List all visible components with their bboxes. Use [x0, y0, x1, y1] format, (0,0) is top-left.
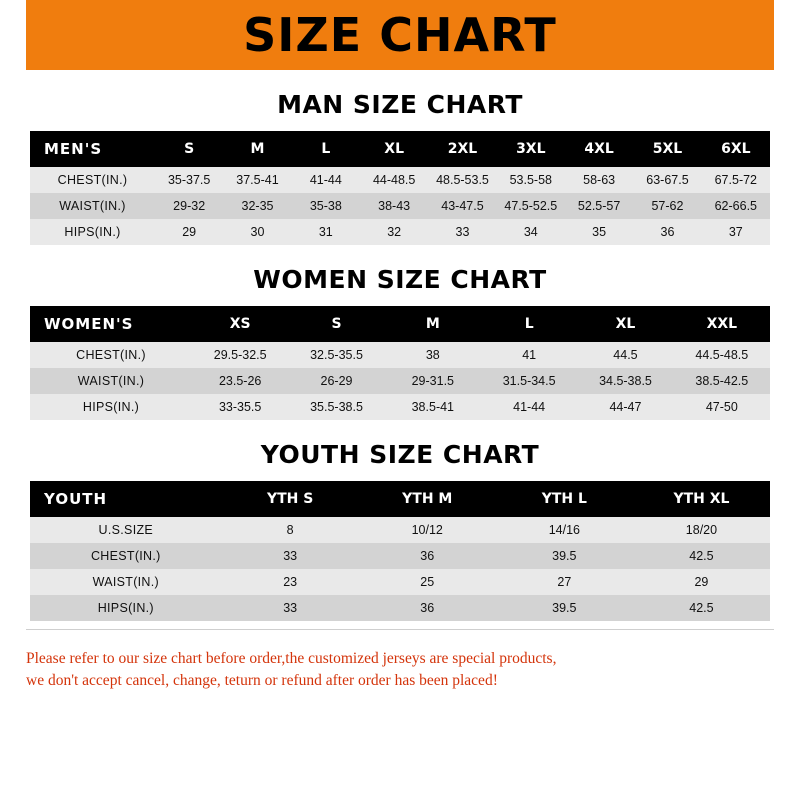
cell: 48.5-53.5	[428, 167, 496, 193]
col-header-xl: XL	[577, 306, 673, 342]
col-header-yth-m: YTH M	[359, 481, 496, 517]
cell: 33	[428, 219, 496, 245]
cell: 47-50	[674, 394, 770, 420]
youth-table-body	[30, 517, 770, 621]
cell: 31	[292, 219, 360, 245]
man-table-head	[30, 131, 770, 167]
cell: 34.5-38.5	[577, 368, 673, 394]
cell: 39.5	[496, 543, 633, 569]
row-label-us-size: U.S.SIZE	[30, 517, 222, 543]
cell: 34	[497, 219, 565, 245]
cell: 32-35	[223, 193, 291, 219]
cell: 18/20	[633, 517, 770, 543]
policy-note-line-1: Please refer to our size chart before order,the customized jerseys are special products,	[26, 650, 557, 667]
youth-table-head	[30, 481, 770, 517]
women-table-body	[30, 342, 770, 420]
table-row	[30, 394, 770, 420]
header-banner	[0, 0, 800, 70]
table-header-row	[30, 481, 770, 517]
cell: 37	[702, 219, 770, 245]
cell: 44.5-48.5	[674, 342, 770, 368]
table-row	[30, 219, 770, 245]
col-header-s: S	[288, 306, 384, 342]
col-header-mens: MEN'S	[30, 131, 155, 167]
row-label-chest: CHEST(IN.)	[30, 167, 155, 193]
cell: 29	[633, 569, 770, 595]
page-title: SIZE CHART	[243, 8, 557, 62]
cell: 29-31.5	[385, 368, 481, 394]
table-row	[30, 342, 770, 368]
col-header-4xl: 4XL	[565, 131, 633, 167]
table-row	[30, 368, 770, 394]
cell: 23.5-26	[192, 368, 288, 394]
cell: 30	[223, 219, 291, 245]
cell: 39.5	[496, 595, 633, 621]
cell: 29-32	[155, 193, 223, 219]
cell: 38.5-41	[385, 394, 481, 420]
cell: 62-66.5	[702, 193, 770, 219]
cell: 35.5-38.5	[288, 394, 384, 420]
women-size-table	[30, 306, 770, 420]
col-header-s: S	[155, 131, 223, 167]
row-label-chest: CHEST(IN.)	[30, 342, 192, 368]
table-row	[30, 595, 770, 621]
table-row	[30, 167, 770, 193]
col-header-womens: WOMEN'S	[30, 306, 192, 342]
row-label-chest: CHEST(IN.)	[30, 543, 222, 569]
cell: 43-47.5	[428, 193, 496, 219]
row-label-hips: HIPS(IN.)	[30, 219, 155, 245]
cell: 47.5-52.5	[497, 193, 565, 219]
cell: 33-35.5	[192, 394, 288, 420]
cell: 33	[222, 543, 359, 569]
table-header-row	[30, 306, 770, 342]
policy-note	[0, 648, 800, 693]
col-header-m: M	[385, 306, 481, 342]
cell: 41	[481, 342, 577, 368]
col-header-5xl: 5XL	[633, 131, 701, 167]
col-header-3xl: 3XL	[497, 131, 565, 167]
women-table-head	[30, 306, 770, 342]
cell: 53.5-58	[497, 167, 565, 193]
youth-size-table	[30, 481, 770, 621]
col-header-xl: XL	[360, 131, 428, 167]
cell: 52.5-57	[565, 193, 633, 219]
cell: 29.5-32.5	[192, 342, 288, 368]
col-header-m: M	[223, 131, 291, 167]
cell: 44-47	[577, 394, 673, 420]
cell: 26-29	[288, 368, 384, 394]
table-row	[30, 517, 770, 543]
cell: 36	[359, 543, 496, 569]
cell: 35-37.5	[155, 167, 223, 193]
cell: 25	[359, 569, 496, 595]
cell: 41-44	[481, 394, 577, 420]
section-title-youth: YOUTH SIZE CHART	[260, 440, 540, 469]
cell: 32.5-35.5	[288, 342, 384, 368]
cell: 23	[222, 569, 359, 595]
cell: 42.5	[633, 543, 770, 569]
cell: 38-43	[360, 193, 428, 219]
cell: 31.5-34.5	[481, 368, 577, 394]
row-label-hips: HIPS(IN.)	[30, 394, 192, 420]
man-table-body	[30, 167, 770, 245]
col-header-2xl: 2XL	[428, 131, 496, 167]
row-label-waist: WAIST(IN.)	[30, 569, 222, 595]
cell: 37.5-41	[223, 167, 291, 193]
col-header-l: L	[292, 131, 360, 167]
col-header-yth-l: YTH L	[496, 481, 633, 517]
man-size-table	[30, 131, 770, 245]
cell: 44.5	[577, 342, 673, 368]
col-header-xxl: XXL	[674, 306, 770, 342]
banner-right-spacer	[774, 0, 800, 70]
cell: 44-48.5	[360, 167, 428, 193]
cell: 42.5	[633, 595, 770, 621]
cell: 67.5-72	[702, 167, 770, 193]
col-header-yth-s: YTH S	[222, 481, 359, 517]
table-row	[30, 543, 770, 569]
policy-note-line-2: we don't accept cancel, change, teturn or refund after order has been placed!	[26, 672, 498, 690]
cell: 14/16	[496, 517, 633, 543]
section-title-man: MAN SIZE CHART	[277, 90, 523, 119]
table-header-row	[30, 131, 770, 167]
footer-divider	[26, 629, 774, 630]
cell: 27	[496, 569, 633, 595]
cell: 33	[222, 595, 359, 621]
cell: 36	[359, 595, 496, 621]
table-row	[30, 569, 770, 595]
row-label-hips: HIPS(IN.)	[30, 595, 222, 621]
cell: 38	[385, 342, 481, 368]
cell: 36	[633, 219, 701, 245]
cell: 57-62	[633, 193, 701, 219]
cell: 41-44	[292, 167, 360, 193]
cell: 10/12	[359, 517, 496, 543]
section-title-women: WOMEN SIZE CHART	[253, 265, 547, 294]
cell: 38.5-42.5	[674, 368, 770, 394]
col-header-6xl: 6XL	[702, 131, 770, 167]
col-header-l: L	[481, 306, 577, 342]
cell: 8	[222, 517, 359, 543]
row-label-waist: WAIST(IN.)	[30, 368, 192, 394]
chart-content	[0, 90, 800, 621]
cell: 29	[155, 219, 223, 245]
col-header-yth-xl: YTH XL	[633, 481, 770, 517]
cell: 32	[360, 219, 428, 245]
table-row	[30, 193, 770, 219]
col-header-youth: YOUTH	[30, 481, 222, 517]
cell: 35	[565, 219, 633, 245]
cell: 63-67.5	[633, 167, 701, 193]
banner-left-spacer	[0, 0, 26, 70]
row-label-waist: WAIST(IN.)	[30, 193, 155, 219]
col-header-xs: XS	[192, 306, 288, 342]
cell: 35-38	[292, 193, 360, 219]
cell: 58-63	[565, 167, 633, 193]
